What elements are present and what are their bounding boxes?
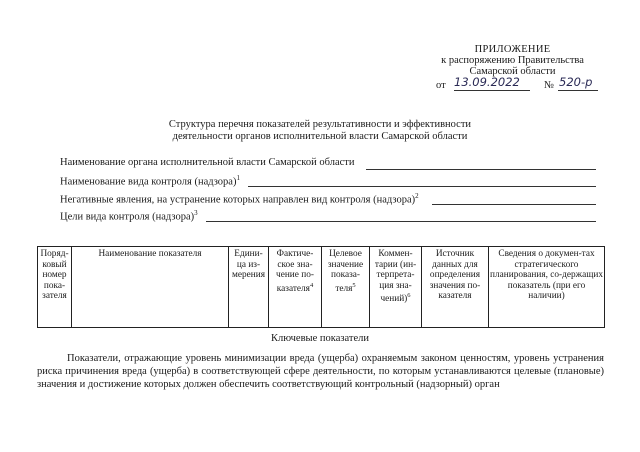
table-header-row xyxy=(38,247,605,328)
section-title: Ключевые показатели xyxy=(270,333,370,344)
header-cell-actual-value: Фактиче-ское зна-чение по-казателя$^4$ xyxy=(269,247,322,328)
field-negative-phenomena xyxy=(60,192,419,206)
field-authority-underline xyxy=(366,169,596,170)
footnote-mark: 2 xyxy=(415,192,419,200)
date-underline xyxy=(454,90,530,91)
appendix-title: ПРИЛОЖЕНИЕ xyxy=(474,44,551,55)
title-line-2: деятельности органов исполнительной власти Самарской области xyxy=(172,131,468,142)
header-cell-order-number: Поряд-ковый номер пока-зателя xyxy=(38,247,72,328)
number-label: № xyxy=(544,80,555,91)
header-cell-unit: Едини-ца из-мерения xyxy=(229,247,269,328)
header-cell-target-value: Целевое значение показа-теля$^5$ xyxy=(322,247,370,328)
body-paragraph: Показатели, отражающие уровень минимизации вреда (ущерба) охраняемым законом ценностям, уровень устранения риска причинения вреда (ущерба) в соответствующей сфере деятельности, по которым устанавливаются целевые (плановые) значения и достижение которых должен обеспечить соответствующий контрольный (надзорный) орган xyxy=(37,353,604,390)
from-label: от xyxy=(436,80,446,91)
field-label: Негативные явления, на устранение которых направлен вид контроля (надзора) xyxy=(60,194,416,206)
appendix-line-2: Самарской области xyxy=(469,66,556,77)
indicators-table xyxy=(37,246,605,328)
handwritten-date: 13.09.2022 xyxy=(454,75,520,89)
appendix-date-number xyxy=(420,75,605,92)
field-authority-name xyxy=(60,157,354,168)
field-label: Наименование органа исполнительной власти Самарской области xyxy=(60,157,355,168)
appendix-header xyxy=(420,44,605,92)
handwritten-number: 520-р xyxy=(559,75,593,89)
header-cell-data-source: Источник данных для определения значения по-казателя xyxy=(422,247,489,328)
field-label: Наименование вида контроля (надзора) xyxy=(60,176,237,188)
header-cell-indicator-name: Наименование показателя xyxy=(72,247,229,328)
title-line-1: Структура перечня показателей результативности и эффективности xyxy=(168,119,472,130)
appendix-line-1: к распоряжению Правительства xyxy=(441,55,584,66)
footnote-mark: 3 xyxy=(194,209,198,217)
field-control-goals xyxy=(60,209,198,223)
number-underline xyxy=(558,90,598,91)
field-control-type-underline xyxy=(248,186,596,187)
field-control-goals-underline xyxy=(206,221,596,222)
field-label: Цели вида контроля (надзора) xyxy=(60,211,195,223)
field-negative-phenomena-underline xyxy=(432,204,596,205)
header-cell-comments: Коммен-тарии (ин-терпрета-ция зна-чений)$^6$ xyxy=(370,247,422,328)
field-control-type xyxy=(60,174,240,188)
header-cell-strategic-docs: Сведения о докумен-тах стратегического планирования, со-держащих показатель (при его наличии) xyxy=(489,247,605,328)
document-title xyxy=(100,119,540,143)
footnote-mark: 1 xyxy=(236,174,240,182)
